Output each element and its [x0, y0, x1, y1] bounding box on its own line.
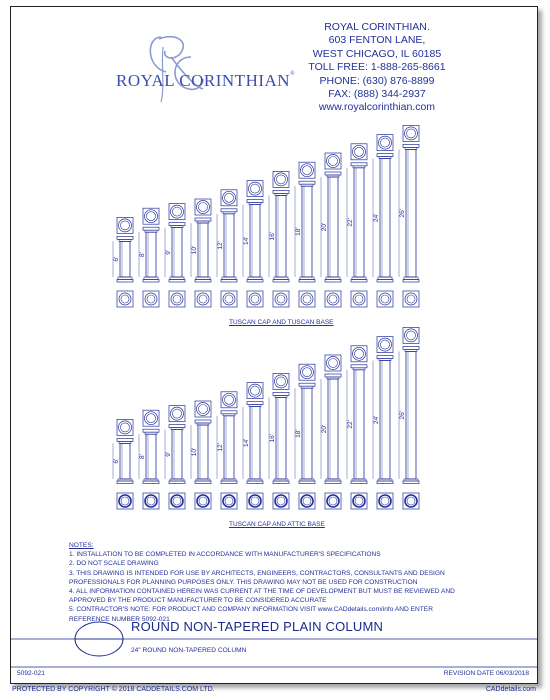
base-plan-core	[199, 497, 207, 505]
column-shaft	[328, 177, 338, 277]
capital-plan-square	[195, 401, 211, 417]
logo-wordmark: ROYAL CORINTHIAN®	[116, 71, 296, 90]
capital-plan-square	[195, 199, 211, 215]
company-name: ROYAL CORINTHIAN.	[324, 21, 430, 33]
capital-plan-core	[381, 138, 390, 147]
column-shaft	[146, 434, 156, 479]
column-capital	[299, 181, 315, 184]
column-height-label: 12'	[217, 241, 224, 250]
column-plinth	[221, 481, 237, 484]
capital-plan-core	[121, 423, 130, 432]
base-plan-core	[329, 295, 337, 303]
column-height-label: 10'	[191, 447, 198, 457]
capital-plan-core	[147, 414, 156, 423]
column-shaft	[198, 425, 208, 479]
capital-plan-square	[403, 125, 419, 141]
column-capital	[247, 402, 263, 405]
capital-plan-core	[199, 203, 208, 212]
column-plinth	[117, 280, 133, 283]
capital-plan-core	[251, 386, 260, 395]
column-capital	[117, 438, 133, 441]
note-line: PROFESSIONALS FOR PLANNING PURPOSES ONLY. THIS DRAWING MAY NOT BE USED FOR CONSTRUCTION	[69, 578, 418, 586]
column-capital	[247, 200, 263, 203]
column-shaft	[380, 361, 390, 479]
column-height-label: 20'	[321, 424, 328, 434]
base-plan-core	[199, 295, 207, 303]
caddetails-link[interactable]: CADdetails.com	[485, 686, 536, 693]
capital-plan-core	[121, 221, 130, 230]
capital-plan-core	[147, 212, 156, 221]
capital-plan-square	[351, 346, 367, 362]
note-line: APPROVED BY THE PRODUCT MANUFACTURER TO BE CONSIDERED ACCURATE	[69, 597, 327, 605]
note-line: REFERENCE NUMBER 5092-021	[69, 615, 170, 623]
column-shaft	[302, 186, 312, 277]
column-shaft	[224, 214, 234, 277]
base-plan-core	[121, 497, 129, 505]
column-height-label: 8'	[139, 252, 146, 258]
column-capital	[117, 236, 133, 239]
base-plan-core	[277, 295, 285, 303]
column-capital	[143, 429, 159, 432]
capital-plan-core	[329, 157, 338, 166]
column-height-label: 16'	[269, 231, 276, 241]
base-plan-square	[247, 291, 263, 307]
base-plan-core	[173, 497, 181, 505]
column-height-label: 6'	[113, 458, 120, 464]
column-elevations	[11, 7, 537, 537]
base-plan-core	[225, 497, 233, 505]
column-shaft	[354, 168, 364, 277]
column-plinth	[325, 280, 341, 283]
capital-plan-square	[169, 406, 185, 422]
base-plan-core	[277, 497, 285, 505]
company-toll-free: TOLL FREE: 1-888-265-8661	[308, 61, 446, 74]
drawing-number: 5092-021	[17, 670, 45, 677]
capital-plan-square	[247, 383, 263, 399]
column-plinth	[247, 280, 263, 283]
column-capital	[325, 172, 341, 175]
notes-header: NOTES:	[69, 542, 94, 549]
column-height-label: 18'	[295, 227, 302, 236]
company-address1: 603 FENTON LANE,	[328, 34, 426, 47]
capital-plan-square	[299, 364, 315, 380]
column-height-label: 9'	[165, 249, 172, 255]
base-plan-core	[407, 497, 415, 505]
capital-plan-core	[277, 377, 286, 386]
capital-plan-square	[325, 153, 341, 169]
column-shaft	[120, 241, 130, 277]
capital-plan-square	[247, 181, 263, 197]
column-height-label: 9'	[165, 451, 172, 457]
column-plinth	[377, 280, 393, 283]
note-line: 4. ALL INFORMATION CONTAINED HEREIN WAS CURRENT AT THE TIME OF DEVELOPMENT BUT MUST BE REVIEWED AND	[69, 588, 455, 596]
base-plan-core	[407, 295, 415, 303]
capital-plan-core	[173, 207, 182, 216]
base-plan-core	[355, 497, 363, 505]
capital-plan-square	[273, 171, 289, 187]
column-height-label: 24'	[373, 213, 380, 223]
column-plinth	[195, 481, 211, 484]
base-plan-core	[173, 295, 181, 303]
capital-plan-square	[377, 135, 393, 151]
note-line: 3. THIS DRAWING IS INTENDED FOR USE BY ARCHITECTS, ENGINEERS, CONTRACTORS, CONSULTANTS AND DESIGN	[69, 569, 445, 577]
base-plan-core	[147, 497, 155, 505]
column-shaft	[276, 195, 286, 277]
column-capital	[403, 346, 419, 349]
base-plan-core	[251, 497, 259, 505]
capital-plan-core	[381, 340, 390, 349]
column-plinth	[169, 481, 185, 484]
column-plinth	[195, 280, 211, 283]
column-shaft	[406, 351, 416, 479]
base-plan-square	[143, 291, 159, 307]
capital-plan-square	[143, 410, 159, 426]
column-height-label: 22'	[347, 420, 354, 429]
base-plan-square	[377, 291, 393, 307]
revision-date: REVISION DATE 06/03/2018	[443, 670, 529, 677]
column-plinth	[377, 481, 393, 484]
column-plinth	[247, 481, 263, 484]
base-plan-core	[355, 295, 363, 303]
column-shaft	[380, 159, 390, 277]
capital-plan-square	[221, 190, 237, 206]
column-capital	[273, 392, 289, 395]
base-plan-core	[329, 497, 337, 505]
copyright-text: PROTECTED BY COPYRIGHT © 2018 CADDETAILS.COM LTD.	[12, 686, 215, 693]
base-plan-core	[303, 295, 311, 303]
column-plinth	[143, 280, 159, 283]
column-plinth	[351, 280, 367, 283]
column-capital	[221, 411, 237, 414]
column-capital	[403, 144, 419, 147]
capital-plan-square	[117, 419, 133, 435]
capital-plan-core	[303, 166, 312, 175]
base-plan-core	[121, 295, 129, 303]
drawing-subtitle: 24" ROUND NON-TAPERED COLUMN	[131, 647, 247, 654]
column-shaft	[172, 228, 182, 277]
capital-plan-square	[325, 355, 341, 371]
base-plan-square	[351, 291, 367, 307]
column-shaft	[328, 379, 338, 479]
column-capital	[351, 365, 367, 368]
capital-plan-square	[117, 217, 133, 233]
column-shaft	[276, 397, 286, 479]
column-height-label: 14'	[243, 438, 250, 448]
column-plinth	[117, 481, 133, 484]
base-plan-core	[225, 295, 233, 303]
capital-plan-core	[225, 395, 234, 404]
column-capital	[221, 209, 237, 212]
base-plan-square	[195, 291, 211, 307]
company-website[interactable]: www.royalcorinthian.com	[318, 101, 436, 114]
column-plinth	[403, 481, 419, 484]
capital-plan-core	[355, 147, 364, 156]
company-address2: WEST CHICAGO, IL 60185	[312, 47, 442, 60]
column-shaft	[406, 149, 416, 277]
column-capital	[143, 227, 159, 230]
column-plinth	[299, 481, 315, 484]
column-shaft	[146, 232, 156, 277]
company-fax: FAX: (888) 344-2937	[328, 88, 426, 101]
column-shaft	[302, 388, 312, 479]
column-height-label: 14'	[243, 236, 250, 246]
note-line: 5. CONTRACTOR'S NOTE: FOR PRODUCT AND COMPANY INFORMATION VISIT www.CADdetails.com/info AND ENTER	[69, 606, 433, 614]
column-height-label: 24'	[373, 415, 380, 425]
column-height-label: 22'	[347, 218, 354, 227]
column-plinth	[299, 280, 315, 283]
column-capital	[377, 154, 393, 157]
capital-plan-square	[273, 373, 289, 389]
column-shaft	[250, 205, 260, 277]
column-plinth	[169, 280, 185, 283]
base-plan-core	[251, 295, 259, 303]
column-height-label: 6'	[113, 256, 120, 262]
column-plinth	[143, 481, 159, 484]
column-capital	[377, 356, 393, 359]
base-plan-square	[299, 291, 315, 307]
column-height-label: 20'	[321, 222, 328, 232]
column-plinth	[351, 481, 367, 484]
column-plinth	[403, 280, 419, 283]
base-plan-square	[273, 291, 289, 307]
capital-plan-square	[169, 204, 185, 220]
column-shaft	[354, 370, 364, 479]
column-plinth	[273, 280, 289, 283]
note-line: 1. INSTALLATION TO BE COMPLETED IN ACCORDANCE WITH MANUFACTURER'S SPECIFICATIONS	[69, 551, 381, 559]
column-capital	[169, 223, 185, 226]
company-phone: PHONE: (630) 876-8899	[319, 74, 435, 87]
base-plan-core	[381, 295, 389, 303]
base-plan-core	[147, 295, 155, 303]
column-capital	[169, 425, 185, 428]
column-plinth	[325, 481, 341, 484]
capital-plan-square	[351, 144, 367, 160]
capital-plan-core	[251, 184, 260, 193]
column-capital	[325, 374, 341, 377]
capital-plan-core	[199, 405, 208, 414]
capital-plan-square	[221, 392, 237, 408]
column-capital	[351, 163, 367, 166]
column-shaft	[198, 223, 208, 277]
column-capital	[273, 190, 289, 193]
column-height-label: 26'	[399, 208, 406, 218]
column-capital	[195, 218, 211, 221]
column-height-label: 26'	[399, 410, 406, 420]
capital-plan-square	[143, 208, 159, 224]
capital-plan-square	[377, 337, 393, 353]
drawing-sheet	[10, 6, 538, 684]
capital-plan-core	[407, 129, 416, 138]
column-height-label: 16'	[269, 433, 276, 443]
column-shaft	[250, 407, 260, 479]
capital-plan-core	[407, 331, 416, 340]
column-shaft	[172, 430, 182, 479]
capital-plan-core	[225, 193, 234, 202]
column-height-label: 12'	[217, 443, 224, 452]
column-height-label: 8'	[139, 454, 146, 460]
base-plan-square	[169, 291, 185, 307]
base-plan-square	[221, 291, 237, 307]
base-plan-core	[303, 497, 311, 505]
column-plinth	[221, 280, 237, 283]
capital-plan-core	[329, 359, 338, 368]
capital-plan-core	[173, 409, 182, 418]
column-capital	[195, 420, 211, 423]
top-section-caption: TUSCAN CAP AND TUSCAN BASE	[229, 319, 334, 326]
base-plan-square	[403, 291, 419, 307]
capital-plan-core	[355, 349, 364, 358]
column-shaft	[120, 443, 130, 479]
column-height-label: 10'	[191, 245, 198, 255]
capital-plan-square	[403, 327, 419, 343]
base-plan-square	[117, 291, 133, 307]
column-capital	[299, 383, 315, 386]
note-line: 2. DO NOT SCALE DRAWING	[69, 560, 159, 568]
base-plan-square	[325, 291, 341, 307]
capital-plan-core	[277, 175, 286, 184]
column-shaft	[224, 416, 234, 479]
capital-plan-square	[299, 162, 315, 178]
capital-plan-core	[303, 368, 312, 377]
column-height-label: 18'	[295, 429, 302, 438]
drawing-title: ROUND NON-TAPERED PLAIN COLUMN	[131, 619, 384, 634]
column-plinth	[273, 481, 289, 484]
bottom-section-caption: TUSCAN CAP AND ATTIC BASE	[229, 521, 325, 528]
base-plan-core	[381, 497, 389, 505]
